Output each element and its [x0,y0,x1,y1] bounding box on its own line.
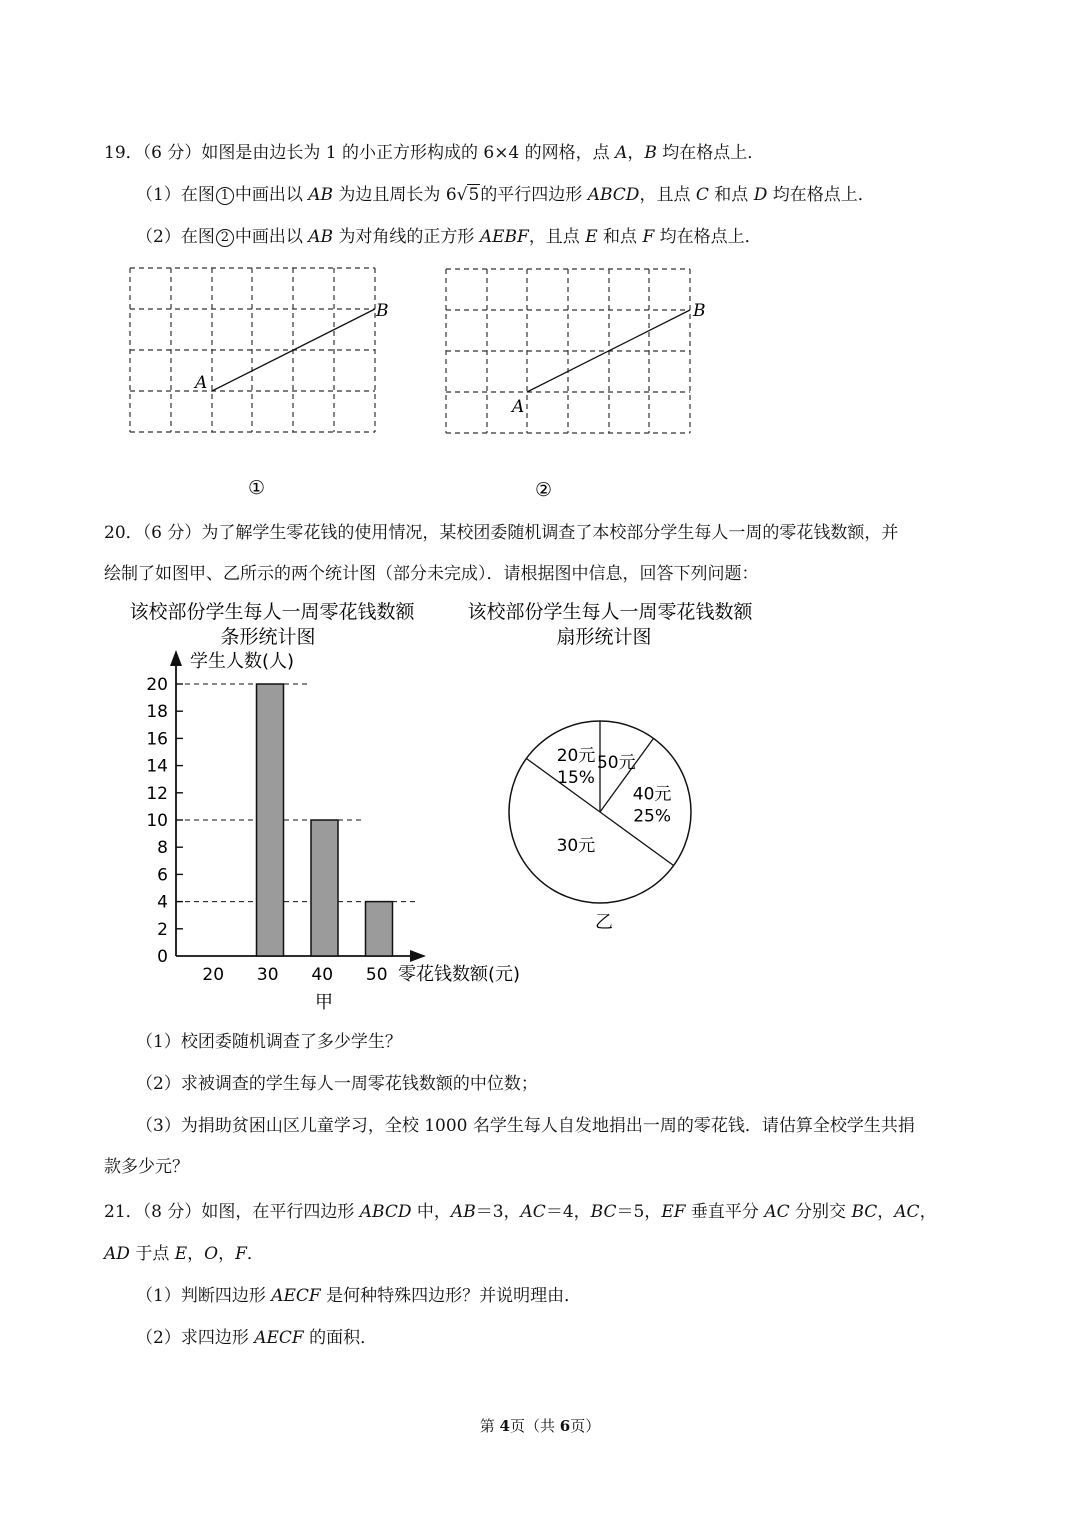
pie-slice-label: 30元 [556,836,596,857]
bar-chart-xlabel: 零花钱数额(元) [398,964,521,985]
q20-score: （6 分） [142,523,202,543]
pie-chart-title: 该校部份学生每人一周零花钱数额 [467,601,753,623]
y-tick-label: 14 [146,756,168,777]
circled-number-1: 1 [216,187,234,205]
pie-chart-caption: 乙 [595,912,613,933]
page-footer: 第 4页（共 6页） [479,1417,601,1435]
q21-score: （8 分） [142,1202,202,1222]
pie-slice-label: 20元 [556,745,596,766]
bar-chart-caption: 甲 [315,992,333,1013]
pie-slice-percent: 25% [633,806,672,827]
sqrt-symbol: √5 [456,185,480,205]
q19-part1: （1）在图 1 中画出以 AB 为边且周长为 6√5的平行四边形 ABCD，且点 C 和点 D 均在格点上． [136,185,875,205]
y-tick-label: 6 [157,865,168,886]
x-tick-label: 20 [202,965,225,985]
q20-stem-line1: 20．（6 分）为了解学生零花钱的使用情况，某校团委随机调查了本校部分学生每人一周的零花钱数额，并 [104,523,899,543]
y-tick-label: 0 [157,947,168,967]
q21-stem-line1: 21．（8 分）如图，在平行四边形 ABCD 中，AB＝3，AC＝4，BC＝5，EF 垂直平分 AC 分别交 BC，AC， [104,1202,937,1222]
pie-slice-percent: 15% [557,767,595,788]
y-tick-label: 12 [146,783,168,804]
q21-number: 21 [104,1202,126,1222]
y-tick-label: 8 [157,838,168,859]
q20-sub3-line1: （3）为捐助贫困山区儿童学习，全校 1000 名学生每人自发地捐出一周的零花钱．请估算全校学生共捐 [136,1116,915,1136]
bar-30 [257,684,284,956]
y-tick-label: 20 [146,675,168,695]
circled-number-2: 2 [216,229,234,247]
q21-stem-line2: AD 于点 E，O，F． [104,1244,264,1264]
q20-sub1: （1）校团委随机调查了多少学生？ [136,1032,402,1052]
y-tick-label: 10 [146,811,168,831]
bar-chart-subtitle: 条形统计图 [220,626,316,648]
q19-stem: 19．（6 分）如图是由边长为 1 的小正方形构成的 6×4 的网格，点 A，B 均在格点上． [104,143,765,163]
pie-slice-label: 40元 [632,784,672,805]
q19-part2: （2）在图 2 中画出以 AB 为对角线的正方形 AEBF，且点 E 和点 F 均在格点上． [136,227,762,247]
q21-sub1: （1）判断四边形 AECF 是何种特殊四边形？并说明理由． [136,1286,582,1306]
q19-score: （6 分） [142,143,202,163]
y-tick-label: 4 [157,892,168,913]
y-tick-label: 18 [146,702,168,723]
point-b-label-2: B [693,301,706,321]
y-tick-label: 16 [146,729,168,750]
bar-40 [311,820,338,956]
bar-50 [366,902,393,956]
bar-chart-ylabel: 学生人数(人) [190,651,295,672]
q21-sub2: （2）求四边形 AECF 的面积． [136,1328,378,1348]
point-b-label-1: B [376,301,389,321]
q20-sub3-line2: 款多少元？ [104,1157,189,1177]
pie-slice-label: 50元 [596,752,636,773]
q20-sub2: （2）求被调查的学生每人一周零花钱数额的中位数； [136,1074,538,1094]
q20-number: 20 [104,523,126,543]
page-total: 6 [559,1417,571,1435]
page-number: 4 [499,1417,510,1435]
x-tick-label: 40 [311,965,334,985]
q19-number: 19 [104,143,126,163]
x-tick-label: 50 [365,965,388,985]
point-a-label-2: A [512,397,525,417]
figure-2-caption: ② [535,479,553,501]
bar-chart-title: 该校部份学生每人一周零花钱数额 [129,601,415,623]
pie-chart-subtitle: 扇形统计图 [556,626,652,648]
q20-stem-line2: 绘制了如图甲、乙所示的两个统计图（部分未完成）．请根据图中信息，回答下列问题： [104,564,759,584]
point-a-label-1: A [195,373,208,393]
figure-1-caption: ① [248,477,266,499]
y-axis-arrow [170,650,182,666]
x-axis-arrow [410,950,426,962]
y-tick-label: 2 [157,919,168,940]
x-tick-label: 30 [256,965,279,985]
